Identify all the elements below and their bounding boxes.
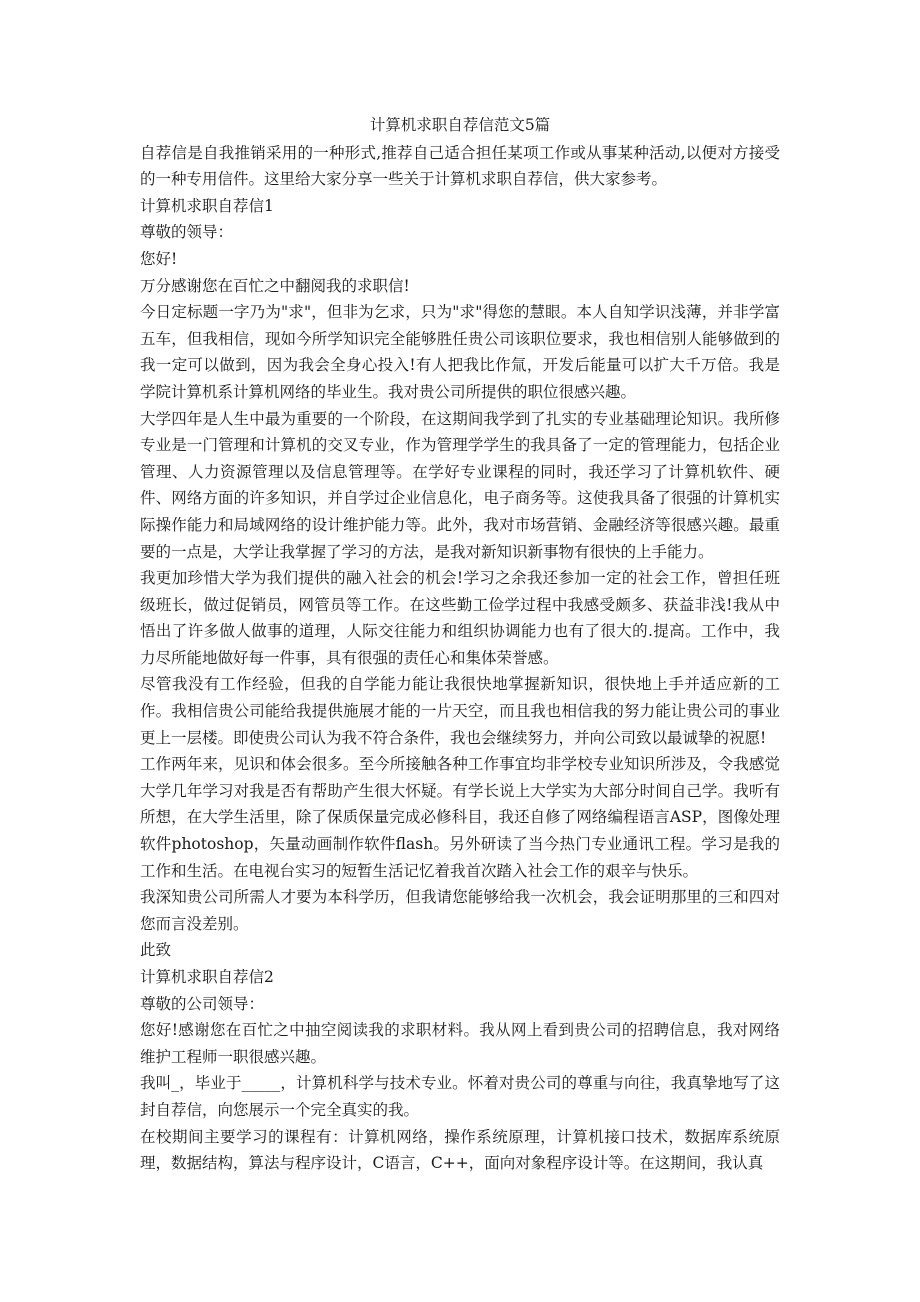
letter-2-salutation: 尊敬的公司领导：	[140, 994, 265, 1013]
intro-paragraph: 自荐信是自我推销采用的一种形式,推荐自己适合担任某项工作或从事某种活动,以便对方接受的一种专用信件。这里给大家分享一些关于计算机求职自荐信，供大家参考。	[140, 143, 780, 189]
letter-1-paragraph: 尽管我没有工作经验，但我的自学能力能让我很快地掌握新知识，很快地上手并适应新的工作。我相信贵公司能给我提供施展才能的一片天空，而且我也相信我的努力能让贵公司的事业更上一层楼。即使贵公司认为我不符合条件，我也会继续努力，并向公司致以最诚挚的祝愿!	[140, 675, 780, 747]
letter-1-salutation: 尊敬的领导：	[140, 223, 234, 242]
letter-1-heading: 计算机求职自荐信1	[140, 196, 274, 215]
letter-1-paragraph: 大学四年是人生中最为重要的一个阶段，在这期间我学到了扎实的专业基础理论知识。我所修专业是一门管理和计算机的交叉专业，作为管理学学生的我具备了一定的管理能力，包括企业管理、人力资源管理以及信息管理等。在学好专业课程的同时，我还学习了计算机软件、硬件、网络方面的许多知识，并自学过企业信息化，电子商务等。这使我具备了很强的计算机实际操作能力和局域网络的设计维护能力等。此外，我对市场营销、金融经济等很感兴趣。最重要的一点是，大学让我掌握了学习的方法，是我对新知识新事物有很快的上手能力。	[140, 409, 780, 561]
letter-1-paragraph: 我深知贵公司所需人才要为本科学历，但我请您能够给我一次机会，我会证明那里的三和四对您而言没差别。	[140, 888, 780, 933]
document-page	[140, 112, 780, 1177]
letter-1-paragraph: 今日定标题一字乃为"求"，但非为乞求，只为"求"得您的慧眼。本人自知学识浅薄，并非学富五车，但我相信，现如今所学知识完全能够胜任贵公司该职位要求，我也相信别人能够做到的我一定可以做到，因为我会全身心投入!有人把我比作氚，开发后能量可以扩大千万倍。我是学院计算机系计算机网络的毕业生。我对贵公司所提供的职位很感兴趣。	[140, 303, 780, 401]
letter-2-heading: 计算机求职自荐信2	[140, 968, 274, 986]
letter-2-paragraph: 我叫_，毕业于_____，计算机科学与技术专业。怀着对贵公司的尊重与向往，我真挚地写了这封自荐信，向您展示一个完全真实的我。	[140, 1074, 780, 1119]
letter-1-paragraph: 万分感谢您在百忙之中翻阅我的求职信!	[140, 276, 410, 295]
letter-1-closing: 此致	[140, 941, 172, 960]
letter-1-paragraph: 我更加珍惜大学为我们提供的融入社会的机会!学习之余我还参加一定的社会工作，曾担任班级班长，做过促销员，网管员等工作。在这些勤工俭学过程中我感受颇多、获益非浅!我从中悟出了许多做人做事的道理，人际交往能力和组织协调能力也有了很大的.提高。工作中，我力尽所能地做好每一件事，具有很强的责任心和集体荣誉感。	[140, 569, 780, 667]
document-title: 计算机求职自荐信范文5篇	[369, 116, 551, 134]
letter-1-paragraph: 工作两年来，见识和体会很多。至今所接触各种工作事宜均非学校专业知识所涉及，令我感觉大学几年学习对我是否有帮助产生很大怀疑。有学长说上大学实为大部分时间自己学。我听有所想，在大学生活里，除了保质保量完成必修科目，我还自修了网络编程语言ASP，图像处理软件photoshop，矢量动画制作软件flash。另外研读了当今热门专业通讯工程。学习是我的工作和生活。在电视台实习的短暂生活记忆着我首次踏入社会工作的艰辛与快乐。	[140, 755, 780, 880]
letter-2-paragraph: 您好!感谢您在百忙之中抽空阅读我的求职材料。我从网上看到贵公司的招聘信息，我对网络维护工程师一职很感兴趣。	[140, 1021, 780, 1066]
letter-1-greeting: 您好!	[140, 249, 178, 268]
letter-2-paragraph: 在校期间主要学习的课程有：计算机网络，操作系统原理，计算机接口技术，数据库系统原理，数据结构，算法与程序设计，C语言，C++，面向对象程序设计等。在这期间，我认真	[140, 1127, 780, 1173]
